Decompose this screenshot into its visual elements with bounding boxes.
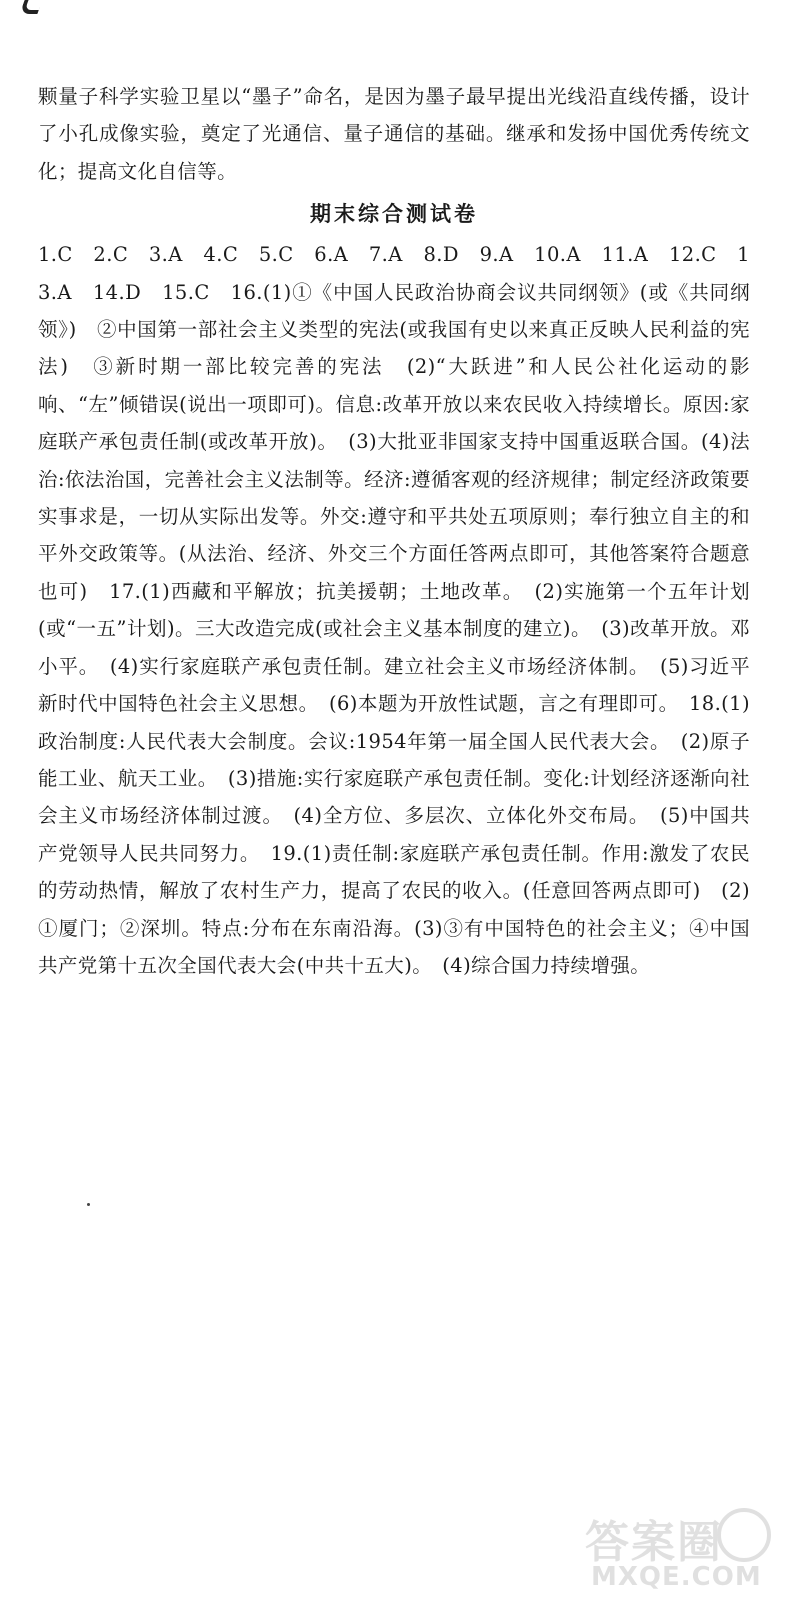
watermark-url: MXQE.COM	[591, 1562, 762, 1592]
section-title: 期末综合测试卷	[310, 201, 478, 227]
intro-paragraph: 颗量子科学实验卫星以“墨子”命名，是因为墨子最早提出光线沿直线传播，设计了小孔成像实验，奠定了光通信、量子通信的基础。继承和发扬中国优秀传统文化；提高文化自信等。	[38, 85, 750, 183]
stray-dot	[87, 1203, 90, 1206]
watermark-seal-icon	[717, 1508, 771, 1562]
document-page	[38, 78, 750, 984]
choice-answers: 1.C 2.C 3.A 4.C 5.C 6.A 7.A 8.D 9.A 10.A 11.A 12.C 13.A 14.D 15.C	[38, 243, 750, 304]
watermark-logo	[577, 1506, 777, 1596]
page-corner-mark	[19, 0, 42, 14]
answer-body: 16.(1)①《中国人民政治协商会议共同纲领》(或《共同纲领》) ②中国第一部社会主义类型的宪法(或我国有史以来真正反映人民利益的宪法) ③新时期一部比较完善的宪法 (2)“大跃进”和人民公社化运动的影响、“左”倾错误(说出一项即可)。信息:改革开放以来农民收入持续增长。原因:家庭联产承包责任制(或改革开放)。 (3)大批亚非国家支持中国重返联合国。(4)法治:依法治国，完善社会主义法制等。经济:遵循客观的经济规律；制定经济政策要实事求是，一切从实际出发等。外交:遵守和平共处五项原则；奉行独立自主的和平外交政策等。(从法治、经济、外交三个方面任答两点即可，其他答案符合题意也可) 17.(1)西藏和平解放；抗美援朝；土地改革。 (2)实施第一个五年计划(或“一五”计划)。三大改造完成(或社会主义基本制度的建立)。 (3)改革开放。邓小平。 (4)实行家庭联产承包责任制。建立社会主义市场经济体制。 (5)习近平新时代中国特色社会主义思想。 (6)本题为开放性试题，言之有理即可。 18.(1)政治制度:人民代表大会制度。会议:1954年第一届全国人民代表大会。 (2)原子能工业、航天工业。 (3)措施:实行家庭联产承包责任制。变化:计划经济逐渐向社会主义市场经济体制过渡。 (4)全方位、多层次、立体化外交布局。 (5)中国共产党领导人民共同努力。 19.(1)责任制:家庭联产承包责任制。作用:激发了农民的劳动热情，解放了农村生产力，提高了农民的收入。(任意回答两点即可) (2)①厦门；②深圳。特点:分布在东南沿海。(3)③有中国特色的社会主义；④中国共产党第十五次全国代表大会(中共十五大)。 (4)综合国力持续增强。	[38, 280, 750, 977]
watermark-text: 答案圈	[585, 1517, 723, 1568]
answer-paragraph	[38, 236, 750, 984]
